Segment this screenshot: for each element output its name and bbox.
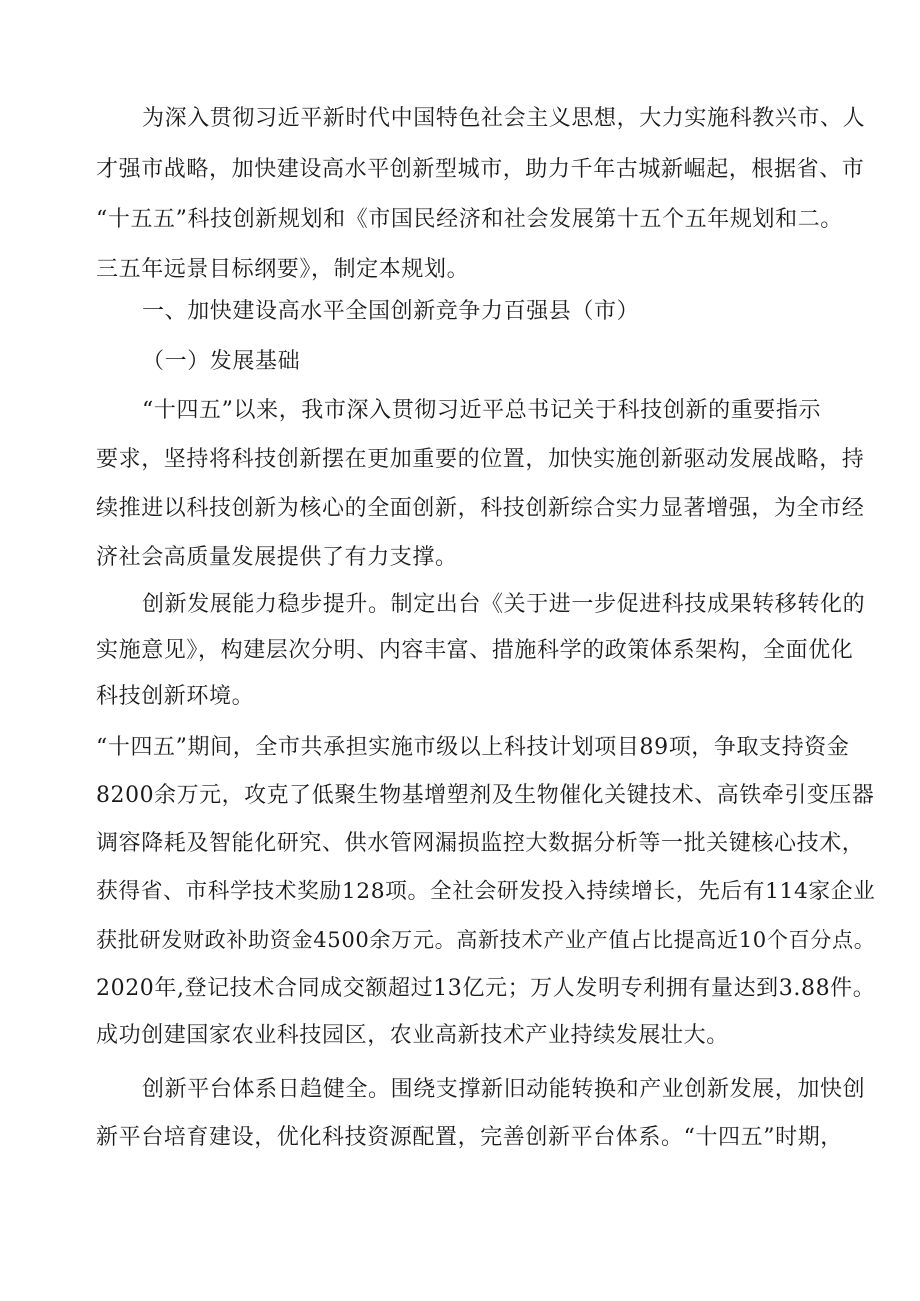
text-line: 实施意见》，构建层次分明、内容丰富、措施科学的政策体系架构，全面优化 xyxy=(96,638,854,663)
text-line: 获得省、市科学技术奖励128项。全社会研发投入持续增长，先后有114家企业 xyxy=(96,879,876,904)
text-line: 续推进以科技创新为核心的全面创新，科技创新综合实力显著增强，为全市经 xyxy=(96,496,865,521)
text-line: “十五五”科技创新规划和《市国民经济和社会发展第十五个五年规划和二。 xyxy=(96,207,843,232)
section-heading: 一、加快建设高水平全国创新竞争力百强县（市） xyxy=(142,299,640,324)
text-line: 济社会高质量发展提供了有力支撑。 xyxy=(96,545,458,570)
text-line: 科技创新环境。 xyxy=(96,684,255,709)
subsection-heading: （一）发展基础 xyxy=(142,349,301,374)
text-line: 才强市战略，加快建设高水平创新型城市，助力千年古城新崛起，根据省、市 xyxy=(96,157,865,182)
text-line: 三五年远景目标纲要》，制定本规划。 xyxy=(96,257,470,282)
text-line: 创新平台体系日趋健全。围绕支撑新旧动能转换和产业创新发展，加快创 xyxy=(142,1077,866,1102)
text-line: “十四五”期间，全市共承担实施市级以上科技计划项目89项，争取支持资金 xyxy=(96,735,850,760)
text-line: 要求，坚持将科技创新摆在更加重要的位置，加快实施创新驱动发展战略，持 xyxy=(96,447,865,472)
text-line: 创新发展能力稳步提升。制定出台《关于进一步促进科技成果转移转化的 xyxy=(142,592,866,617)
text-line: 调容降耗及智能化研究、供水管网漏损监控大数据分析等一批关键核心技术， xyxy=(96,831,865,856)
text-line: 成功创建国家农业科技园区，农业高新技术产业持续发展壮大。 xyxy=(96,1023,729,1048)
text-line: 为深入贯彻习近平新时代中国特色社会主义思想，大力实施科教兴市、人 xyxy=(142,106,866,131)
text-line: 8200余万元，攻克了低聚生物基增塑剂及生物催化关键技术、高铁牵引变压器 xyxy=(96,783,875,808)
text-line: 新平台培育建设，优化科技资源配置，完善创新平台体系。“十四五”时期， xyxy=(96,1125,843,1150)
text-line: 2020年,登记技术合同成交额超过13亿元；万人发明专利拥有量达到3.88件。 xyxy=(96,976,876,1001)
text-line: 获批研发财政补助资金4500余万元。高新技术产业产值占比提高近10个百分点。 xyxy=(96,927,876,952)
text-line: “十四五”以来，我市深入贯彻习近平总书记关于科技创新的重要指示 xyxy=(142,398,822,423)
